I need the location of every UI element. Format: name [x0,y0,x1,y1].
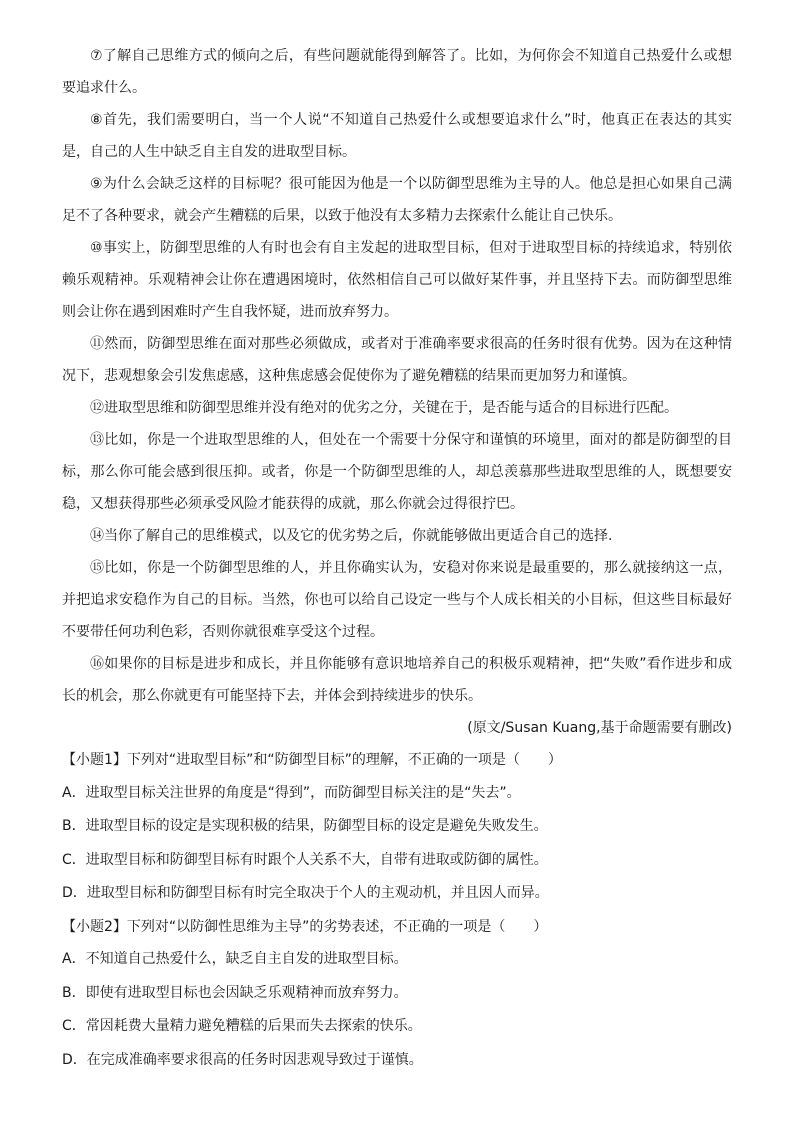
paragraph-15: ⑮比如，你是一个防御型思维的人，并且你确实认为，安稳对你来说是最重要的，那么就接纳这一点，并把追求安稳作为自己的目标。当然，你也可以给自己设定一些与个人成长相关的小目标，但这些目标最好不要带任何功利色彩，否则你就很难享受这个过程。 [62,560,732,640]
option-d: D．进取型目标和防御型目标有时完全取决于个人的主观动机，并且因人而异。 [62,885,549,901]
option-a: A．进取型目标关注世界的角度是“得到”，而防御型目标关注的是“失去”。 [62,784,521,801]
paragraph-10: ⑩事实上，防御型思维的人有时也会有自主发起的进取型目标，但对于进取型目标的持续追求，特别依赖乐观精神。乐观精神会让你在遭遇困境时，依然相信自己可以做好某件事，并且坚持下去。而防御型思维则会让你在遇到困难时产生自我怀疑，进而放弃努力。 [62,240,732,320]
paragraph-16: ⑯如果你的目标是进步和成长，并且你能够有意识地培养自己的积极乐观精神，把“失败”看作进步和成长的机会，那么你就更有可能坚持下去，并体会到持续进步的快乐。 [62,656,732,704]
question-2 [62,911,732,1078]
option-b: B．即使有进取型目标也会因缺乏乐观精神而放弃努力。 [62,984,408,1001]
paragraph-8: ⑧首先，我们需要明白，当一个人说“不知道自己热爱什么或想要追求什么”时，他真正在表达的其实是，自己的人生中缺乏自主自发的进取型目标。 [62,112,732,160]
option-c: C．进取型目标和防御型目标有时跟个人关系不大，自带有进取或防御的属性。 [62,851,548,868]
option-c: C．常因耗费大量精力避免糟糕的后果而失去探索的快乐。 [62,1018,422,1034]
option-d: D．在完成准确率要求很高的任务时因悲观导致过于谨慎。 [62,1051,423,1068]
option-b: B．进取型目标的设定是实现积极的结果，防御型目标的设定是避免失败发生。 [62,818,548,834]
paragraph-11: ⑪然而，防御型思维在面对那些必须做成，或者对于准确率要求很高的任务时很有优势。因为在这种情况下，悲观想象会引发焦虑感，这种焦虑感会促使你为了避免糟糕的结果而更加努力和谨慎。 [62,336,732,384]
paragraph-12: ⑫进取型思维和防御型思维并没有绝对的优劣之分，关键在于，是否能与适合的目标进行匹配。 [90,400,678,416]
paragraph-14: ⑭当你了解自己的思维模式，以及它的优劣势之后，你就能够做出更适合自己的选择. [90,528,613,544]
question-stem: 【小题2】下列对“以防御性思维为主导”的劣势表述，不正确的一项是（ ） [62,918,548,935]
source-citation: (原文/Susan Kuang,基于命题需要有删改) [467,720,732,736]
question-1 [62,744,732,911]
question-stem: 【小题1】下列对“进取型目标”和“防御型目标”的理解，不正确的一项是（ ） [62,752,562,768]
paragraph-7: ⑦了解自己思维方式的倾向之后，有些问题就能得到解答了。比如，为何你会不知道自己热爱什么或想要追求什么。 [62,48,732,96]
passage [62,40,732,744]
paragraph-9: ⑨为什么会缺乏这样的目标呢？很可能因为他是一个以防御型思维为主导的人。他总是担心如果自己满足不了各种要求，就会产生糟糕的后果，以致于他没有太多精力去探索什么能让自己快乐。 [62,176,732,224]
option-a: A．不知道自己热爱什么，缺乏自主自发的进取型目标。 [62,951,408,967]
paragraph-13: ⑬比如，你是一个进取型思维的人，但处在一个需要十分保守和谨慎的环境里，面对的都是防御型的目标，那么你可能会感到很压抑。或者，你是一个防御型思维的人，却总羡慕那些进取型思维的人，既想要安稳，又想获得那些必须承受风险才能获得的成就，那么你就会过得很拧巴。 [62,432,732,512]
